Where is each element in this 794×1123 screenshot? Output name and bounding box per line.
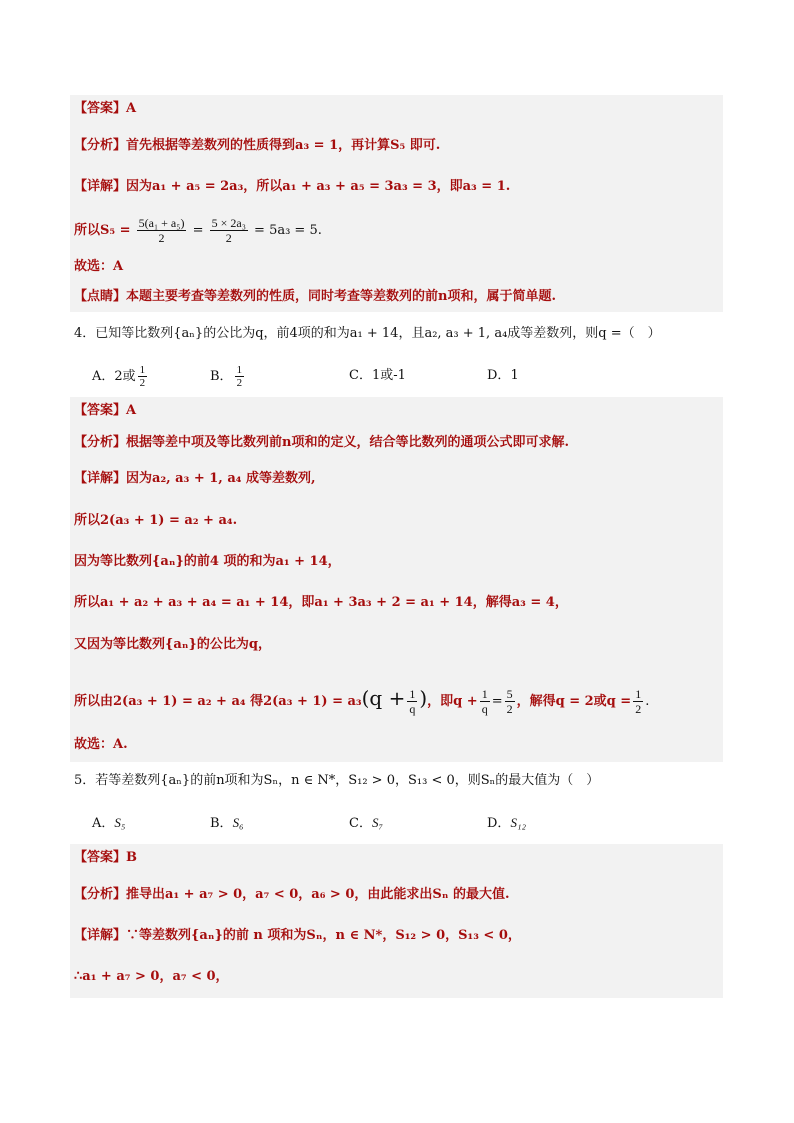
detail-text: 所以2(a₃ + 1) = a₂ + a₄. xyxy=(74,513,238,528)
q3-detail-line-2: 所以S₅ = $\frac{\text{5(a₁ + a₅)}}{2}$ = $\frac{\text{5 × 2a₃}}{2}$ = 5a₃ = 5. xyxy=(74,216,322,245)
q5-detail-line-2 xyxy=(74,967,229,987)
detail-text: ∵等差数列{aₙ}的前 n 项和为Sₙ，n ∈ N*，S₁₂ > 0，S₁₃ < 0， xyxy=(126,928,521,943)
answer-tag: 【答案】 xyxy=(74,403,127,418)
q4-option-c: C．1或-1 xyxy=(349,368,406,383)
q5-analysis-line xyxy=(74,885,510,905)
q5-option-d: D．S₁₂ xyxy=(487,815,526,831)
q4-question: 4．已知等比数列{aₙ}的公比为q，前4项的和为a₁ + 14，且a₂, a₃ + 1, a₄成等差数列，则q =（ ） xyxy=(74,326,661,341)
fraction: $\frac{5}{2}$ xyxy=(506,687,513,716)
q4-detail-line-3 xyxy=(74,552,341,572)
q4-detail-line-6: 所以由2(a₃ + 1) = a₂ + a₄ 得2(a₃ + 1) = a₃(q + $\frac{1}{q}$ )，即q + $\frac{1}{q}$ = $\frac{5}{2}$ ，解得q = 2或q = $\frac{1}{2}$ . xyxy=(74,686,650,716)
fraction: $\frac{1}{2}$ xyxy=(139,364,146,389)
q3-solution-box xyxy=(70,95,723,312)
q4-option-a: A．2或 $\frac{1}{2}$ xyxy=(92,364,146,389)
answer-tag: 【答案】 xyxy=(74,101,127,116)
answer-value: A xyxy=(126,101,137,116)
detail-text: 因为a₂, a₃ + 1, a₄ 成等差数列, xyxy=(126,471,316,486)
detail-text: 又因为等比数列{aₙ}的公比为q， xyxy=(74,637,271,652)
analysis-tag: 【分析】 xyxy=(74,435,127,450)
q3-answer-line xyxy=(74,99,136,119)
analysis-text: 推导出a₁ + a₇ > 0，a₇ < 0，a₆ > 0，由此能求出Sₙ 的最大值. xyxy=(126,887,510,902)
comment-tag: 【点睛】 xyxy=(74,289,127,304)
q4-detail-line-1 xyxy=(74,469,316,489)
detail-text: 所以由2(a₃ + 1) = a₂ + a₄ 得2(a₃ + 1) = a₃ xyxy=(74,694,362,709)
q5-option-a: A．S₅ xyxy=(92,815,126,831)
fraction: $\frac{1}{q}$ xyxy=(481,687,488,716)
comment-text: 本题主要考查等差数列的性质，同时考查等差数列的前n项和，属于简单题. xyxy=(126,289,556,304)
q4-option-d: D．1 xyxy=(487,368,519,383)
detail-tag: 【详解】 xyxy=(74,471,127,486)
fraction: $\frac{1}{2}$ xyxy=(635,687,642,716)
q5-option-b: B．S₆ xyxy=(210,815,244,831)
q4-choose-line xyxy=(74,735,128,755)
choose-text: 故选：A xyxy=(74,259,124,274)
q3-comment-line xyxy=(74,287,556,307)
detail-tag: 【详解】 xyxy=(74,179,127,194)
answer-tag: 【答案】 xyxy=(74,850,127,865)
q4-analysis-line xyxy=(74,433,569,453)
q4-detail-line-5 xyxy=(74,635,271,655)
answer-value: A xyxy=(126,403,137,418)
fraction: $\frac{\text{5(a₁ + a₅)}}{2}$ xyxy=(138,216,185,245)
analysis-tag: 【分析】 xyxy=(74,138,127,153)
q3-detail-line-1 xyxy=(74,177,510,197)
detail-text: ∴a₁ + a₇ > 0，a₇ < 0， xyxy=(74,969,229,984)
fraction: $\frac{1}{2}$ xyxy=(236,364,243,389)
fraction: $\frac{\text{5 × 2a₃}}{2}$ xyxy=(211,216,246,245)
q4-detail-line-2 xyxy=(74,511,237,531)
q5-option-c: C．S₇ xyxy=(349,815,383,831)
analysis-text: 根据等差中项及等比数列前n项和的定义，结合等比数列的通项公式即可求解. xyxy=(126,435,569,450)
detail-text: 因为等比数列{aₙ}的前4 项的和为a₁ + 14， xyxy=(74,554,341,569)
detail-suffix: = 5a₃ = 5. xyxy=(254,223,322,238)
detail-text: 因为a₁ + a₅ = 2a₃，所以a₁ + a₃ + a₅ = 3a₃ = 3，即a₃ = 1. xyxy=(126,179,511,194)
q5-detail-line-1 xyxy=(74,926,521,946)
analysis-tag: 【分析】 xyxy=(74,887,127,902)
analysis-text: 首先根据等差数列的性质得到a₃ = 1，再计算S₅ 即可. xyxy=(126,138,441,153)
q4-detail-line-4 xyxy=(74,593,568,613)
fraction: $\frac{1}{q}$ xyxy=(409,687,416,716)
q5-answer-line xyxy=(74,848,137,868)
q3-analysis-line xyxy=(74,136,440,156)
q5-question: 5．若等差数列{aₙ}的前n项和为Sₙ，n ∈ N*，S₁₂ > 0，S₁₃ < 0，则Sₙ的最大值为（ ） xyxy=(74,773,600,788)
choose-text: 故选：A. xyxy=(74,737,128,752)
detail-text: 所以a₁ + a₂ + a₃ + a₄ = a₁ + 14，即a₁ + 3a₃ + 2 = a₁ + 14，解得a₃ = 4， xyxy=(74,595,568,610)
q3-choose-line xyxy=(74,257,123,277)
q4-option-b: B． $\frac{1}{2}$ xyxy=(210,364,243,389)
q4-answer-line xyxy=(74,401,136,421)
answer-value: B xyxy=(126,850,138,865)
detail-prefix: 所以S₅ = xyxy=(74,223,131,238)
detail-tag: 【详解】 xyxy=(74,928,127,943)
